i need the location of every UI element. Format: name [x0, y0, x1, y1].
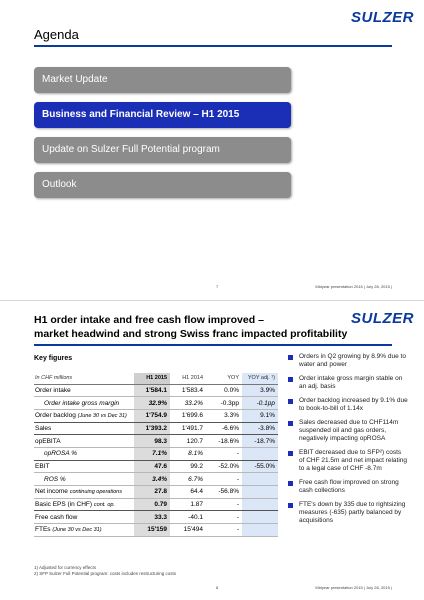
footnotes [34, 565, 176, 577]
cell-yoy: -0.3pp [206, 397, 242, 410]
cell-yoy: -52.0% [206, 460, 242, 473]
cell-yoy: 0.0% [206, 384, 242, 397]
page-title: Agenda [34, 27, 79, 42]
title-divider [34, 45, 392, 47]
header-h1-2014: H1 2014 [170, 373, 206, 384]
row-label [34, 422, 134, 435]
highlight-item [288, 375, 408, 391]
table-row [34, 511, 278, 524]
cell-yoy: - [206, 447, 242, 460]
square-bullet-icon [288, 481, 293, 486]
cell-yoy-adj: -0.1pp [242, 397, 278, 410]
row-label-text: ROS % [44, 475, 66, 483]
cell-h1-2014: 15'494 [170, 524, 206, 537]
footer-text: Midyear presentation 2015 | July 28, 2015 | [315, 284, 392, 289]
header-label: In CHF millions [34, 373, 134, 384]
header-h1-2015: H1 2015 [134, 373, 170, 384]
row-label [34, 447, 134, 460]
header-yoy: YOY [206, 373, 242, 384]
row-label-note: (June 30 vs Dec 31) [52, 527, 102, 534]
cell-yoy: 3.3% [206, 409, 242, 422]
highlight-text: FTE's down by 335 due to rightsizing measures (-635) partly balanced by acquisitions [299, 501, 406, 524]
cell-h1-2015: 3.4% [134, 473, 170, 486]
table-row [34, 498, 278, 511]
square-bullet-icon [288, 451, 293, 456]
row-label [34, 397, 134, 410]
row-label-text: Free cash flow [35, 513, 78, 521]
cell-yoy-adj [242, 473, 278, 486]
row-label [34, 384, 134, 397]
cell-h1-2014: 120.7 [170, 435, 206, 448]
highlight-item [288, 449, 408, 473]
highlight-text: EBIT decreased due to SFP²) costs of CHF 21.5m and net impact relating to a legal case of CHF -8.7m [299, 449, 408, 472]
cell-yoy: -6.6% [206, 422, 242, 435]
row-label-text: opEBITA [35, 437, 61, 445]
square-bullet-icon [288, 399, 293, 404]
cell-h1-2014: 1.87 [170, 498, 206, 511]
row-label [34, 473, 134, 486]
row-label-note: cont. op. [93, 502, 115, 509]
row-label [34, 486, 134, 499]
row-label-text: Sales [35, 424, 52, 432]
table-row [34, 397, 278, 410]
cell-h1-2015: 32.9% [134, 397, 170, 410]
row-label [34, 524, 134, 537]
table-row [34, 486, 278, 499]
highlights-list [288, 353, 408, 531]
highlight-text: Order backlog increased by 9.1% due to book-to-bill of 1.14x [299, 397, 408, 412]
agenda-item-business-review[interactable]: Business and Financial Review – H1 2015 [34, 102, 291, 128]
key-figures-heading: Key figures [34, 355, 73, 362]
cell-h1-2014: 1'699.6 [170, 409, 206, 422]
row-label [34, 460, 134, 473]
row-label [34, 511, 134, 524]
highlight-item [288, 479, 408, 495]
cell-h1-2015: 33.3 [134, 511, 170, 524]
row-label [34, 409, 134, 422]
table-row [34, 447, 278, 460]
highlight-text: Sales decreased due to CHF114m suspended oil and gas orders, negatively impacting opROSA [299, 419, 399, 442]
table-row [34, 460, 278, 473]
cell-yoy: - [206, 524, 242, 537]
title-line-2: market headwind and strong Swiss franc impacted profitability [34, 328, 348, 340]
table-header-row [34, 373, 278, 384]
sulzer-logo: SULZER [351, 310, 414, 327]
key-figures-table [34, 373, 278, 537]
row-label-text: Order backlog [35, 412, 76, 420]
agenda-list [34, 67, 291, 207]
cell-h1-2015: 1'584.1 [134, 384, 170, 397]
row-label-text: FTEs [35, 526, 51, 534]
row-label-note: (June 30 vs Dec 31) [77, 413, 127, 420]
cell-h1-2015: 0.79 [134, 498, 170, 511]
agenda-item-market-update[interactable]: Market Update [34, 67, 291, 93]
table-row [34, 435, 278, 448]
cell-h1-2015: 47.6 [134, 460, 170, 473]
cell-yoy: - [206, 473, 242, 486]
cell-h1-2014: 33.2% [170, 397, 206, 410]
cell-h1-2015: 1'393.2 [134, 422, 170, 435]
cell-h1-2015: 1'754.9 [134, 409, 170, 422]
slide-footer [34, 284, 392, 294]
footer-text: Midyear presentation 2015 | July 28, 2015 | [315, 585, 392, 590]
cell-yoy-adj: -3.8% [242, 422, 278, 435]
cell-h1-2015: 7.1% [134, 447, 170, 460]
cell-h1-2014: -40.1 [170, 511, 206, 524]
cell-yoy-adj [242, 498, 278, 511]
agenda-item-outlook[interactable]: Outlook [34, 172, 291, 198]
title-line-1: H1 order intake and free cash flow improved – [34, 314, 264, 326]
cell-h1-2014: 99.2 [170, 460, 206, 473]
cell-yoy: - [206, 511, 242, 524]
cell-yoy-adj [242, 486, 278, 499]
square-bullet-icon [288, 503, 293, 508]
highlight-text: Order intake gross margin stable on an adj. basis [299, 375, 403, 390]
cell-yoy-adj: -18.7% [242, 435, 278, 448]
table-row [34, 524, 278, 537]
row-label-text: EBIT [35, 462, 50, 470]
title-divider [34, 344, 392, 346]
slide-title [34, 313, 354, 341]
cell-h1-2014: 8.1% [170, 447, 206, 460]
cell-h1-2014: 6.7% [170, 473, 206, 486]
cell-yoy-adj: -55.0% [242, 460, 278, 473]
square-bullet-icon [288, 377, 293, 382]
highlight-text: Free cash flow improved on strong cash collections [299, 479, 399, 494]
cell-h1-2015: 15'159 [134, 524, 170, 537]
page-number: 8 [216, 585, 219, 590]
cell-h1-2014: 1'583.4 [170, 384, 206, 397]
row-label-text: Net income [35, 488, 68, 496]
cell-yoy-adj [242, 524, 278, 537]
cell-yoy-adj [242, 447, 278, 460]
highlight-item [288, 353, 408, 369]
cell-h1-2015: 98.3 [134, 435, 170, 448]
row-label-text: opROSA % [44, 450, 77, 458]
row-label-text: Order intake gross margin [44, 399, 120, 407]
page-number: 7 [216, 284, 219, 289]
cell-yoy: -18.6% [206, 435, 242, 448]
highlight-item [288, 419, 408, 443]
cell-h1-2014: 64.4 [170, 486, 206, 499]
square-bullet-icon [288, 421, 293, 426]
highlight-text: Orders in Q2 growing by 8.9% due to water and power [299, 353, 406, 368]
cell-yoy: -56.8% [206, 486, 242, 499]
cell-yoy: - [206, 498, 242, 511]
highlight-item [288, 501, 408, 525]
table-row [34, 409, 278, 422]
footnote-1: 1) Adjusted for currency effects [34, 565, 96, 570]
cell-yoy-adj: 9.1% [242, 409, 278, 422]
cell-yoy-adj: 3.9% [242, 384, 278, 397]
footnote-2: 2) SFP Sulzer Full Potential program: costs includes restructuring costs [34, 571, 176, 576]
row-label [34, 435, 134, 448]
slide-footer [34, 585, 392, 595]
table-row [34, 422, 278, 435]
table-row [34, 384, 278, 397]
cell-yoy-adj [242, 511, 278, 524]
cell-h1-2014: 1'491.7 [170, 422, 206, 435]
sulzer-logo: SULZER [351, 9, 414, 26]
key-figures-slide [0, 300, 424, 600]
row-label-text: Order intake [35, 386, 71, 394]
row-label-note: continuing operations [69, 489, 122, 496]
row-label [34, 498, 134, 511]
header-yoy-adj: YOY adj. ¹) [242, 373, 278, 384]
table-row [34, 473, 278, 486]
agenda-item-full-potential[interactable]: Update on Sulzer Full Potential program [34, 137, 291, 163]
square-bullet-icon [288, 355, 293, 360]
row-label-text: Basic EPS (in CHF) [35, 501, 93, 509]
cell-h1-2015: 27.8 [134, 486, 170, 499]
highlight-item [288, 397, 408, 413]
